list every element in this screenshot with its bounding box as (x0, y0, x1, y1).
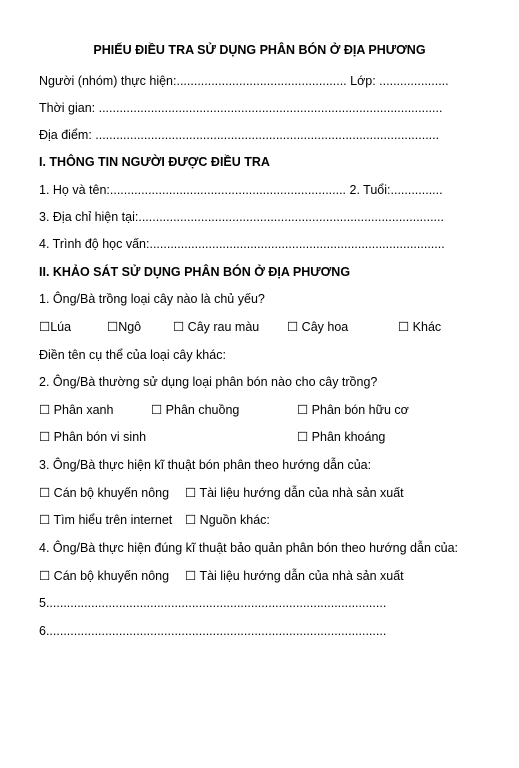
q3-option-manufacturer-guide[interactable]: ☐ Tài liệu hướng dẫn của nhà sản xuất (185, 486, 404, 500)
q4-option-extension-officer[interactable]: ☐ Cán bộ khuyến nông (39, 569, 170, 583)
address-field[interactable]: 3. Địa chỉ hiện tại:........................................................................................ (39, 210, 444, 224)
place-field[interactable]: Địa điểm: ................................................................................................... (39, 128, 440, 142)
q1-option-other[interactable]: ☐ Khác (398, 320, 442, 334)
section2-heading: II. KHẢO SÁT SỬ DỤNG PHÂN BÓN Ở ĐỊA PHƯƠNG (39, 265, 351, 279)
q1-other-field[interactable]: Điền tên cụ thể của loại cây khác: (39, 348, 226, 362)
q1-option-rice[interactable]: ☐Lúa (39, 320, 72, 334)
question-1: 1. Ông/Bà trồng loại cây nào là chủ yếu? (39, 292, 265, 306)
q2-option-microbial[interactable]: ☐ Phân bón vi sinh (39, 430, 147, 444)
q2-option-organic[interactable]: ☐ Phân bón hữu cơ (297, 403, 409, 417)
q1-option-flowers[interactable]: ☐ Cây hoa (287, 320, 349, 334)
question-4: 4. Ông/Bà thực hiện đúng kĩ thuật bảo quản phân bón theo hướng dẫn của: (39, 541, 459, 555)
question-3: 3. Ông/Bà thực hiện kĩ thuật bón phân theo hướng dẫn của: (39, 458, 372, 472)
q3-option-extension-officer[interactable]: ☐ Cán bộ khuyến nông (39, 486, 170, 500)
q1-option-vegetables[interactable]: ☐ Cây rau màu (173, 320, 260, 334)
q3-option-other-source[interactable]: ☐ Nguồn khác: (185, 513, 270, 527)
q2-option-green-manure[interactable]: ☐ Phân xanh (39, 403, 114, 417)
name-age-field[interactable]: 1. Họ và tên:.................................................................... 2. Tuổi:............... (39, 183, 443, 197)
time-field[interactable]: Thời gian: ................................................................................................... (39, 101, 443, 115)
question-2: 2. Ông/Bà thường sử dụng loại phân bón nào cho cây trồng? (39, 375, 378, 389)
q3-option-internet[interactable]: ☐ Tìm hiểu trên internet (39, 513, 173, 527)
form-title: PHIẾU ĐIỀU TRA SỬ DỤNG PHÂN BÓN Ở ĐỊA PHƯƠNG (93, 43, 426, 57)
q2-option-mineral[interactable]: ☐ Phân khoáng (297, 430, 386, 444)
education-field[interactable]: 4. Trình độ học vấn:..................................................................................... (39, 237, 445, 251)
question-6-field[interactable]: 6.................................................................................................. (39, 624, 387, 638)
q2-option-manure[interactable]: ☐ Phân chuồng (151, 403, 240, 417)
section1-heading: I. THÔNG TIN NGƯỜI ĐƯỢC ĐIỀU TRA (39, 155, 270, 169)
q4-option-manufacturer-guide[interactable]: ☐ Tài liệu hướng dẫn của nhà sản xuất (185, 569, 404, 583)
question-5-field[interactable]: 5.................................................................................................. (39, 596, 387, 610)
q1-option-corn[interactable]: ☐Ngô (107, 320, 142, 334)
performer-field[interactable]: Người (nhóm) thực hiện:................................................. Lớp: .................... (39, 74, 449, 88)
